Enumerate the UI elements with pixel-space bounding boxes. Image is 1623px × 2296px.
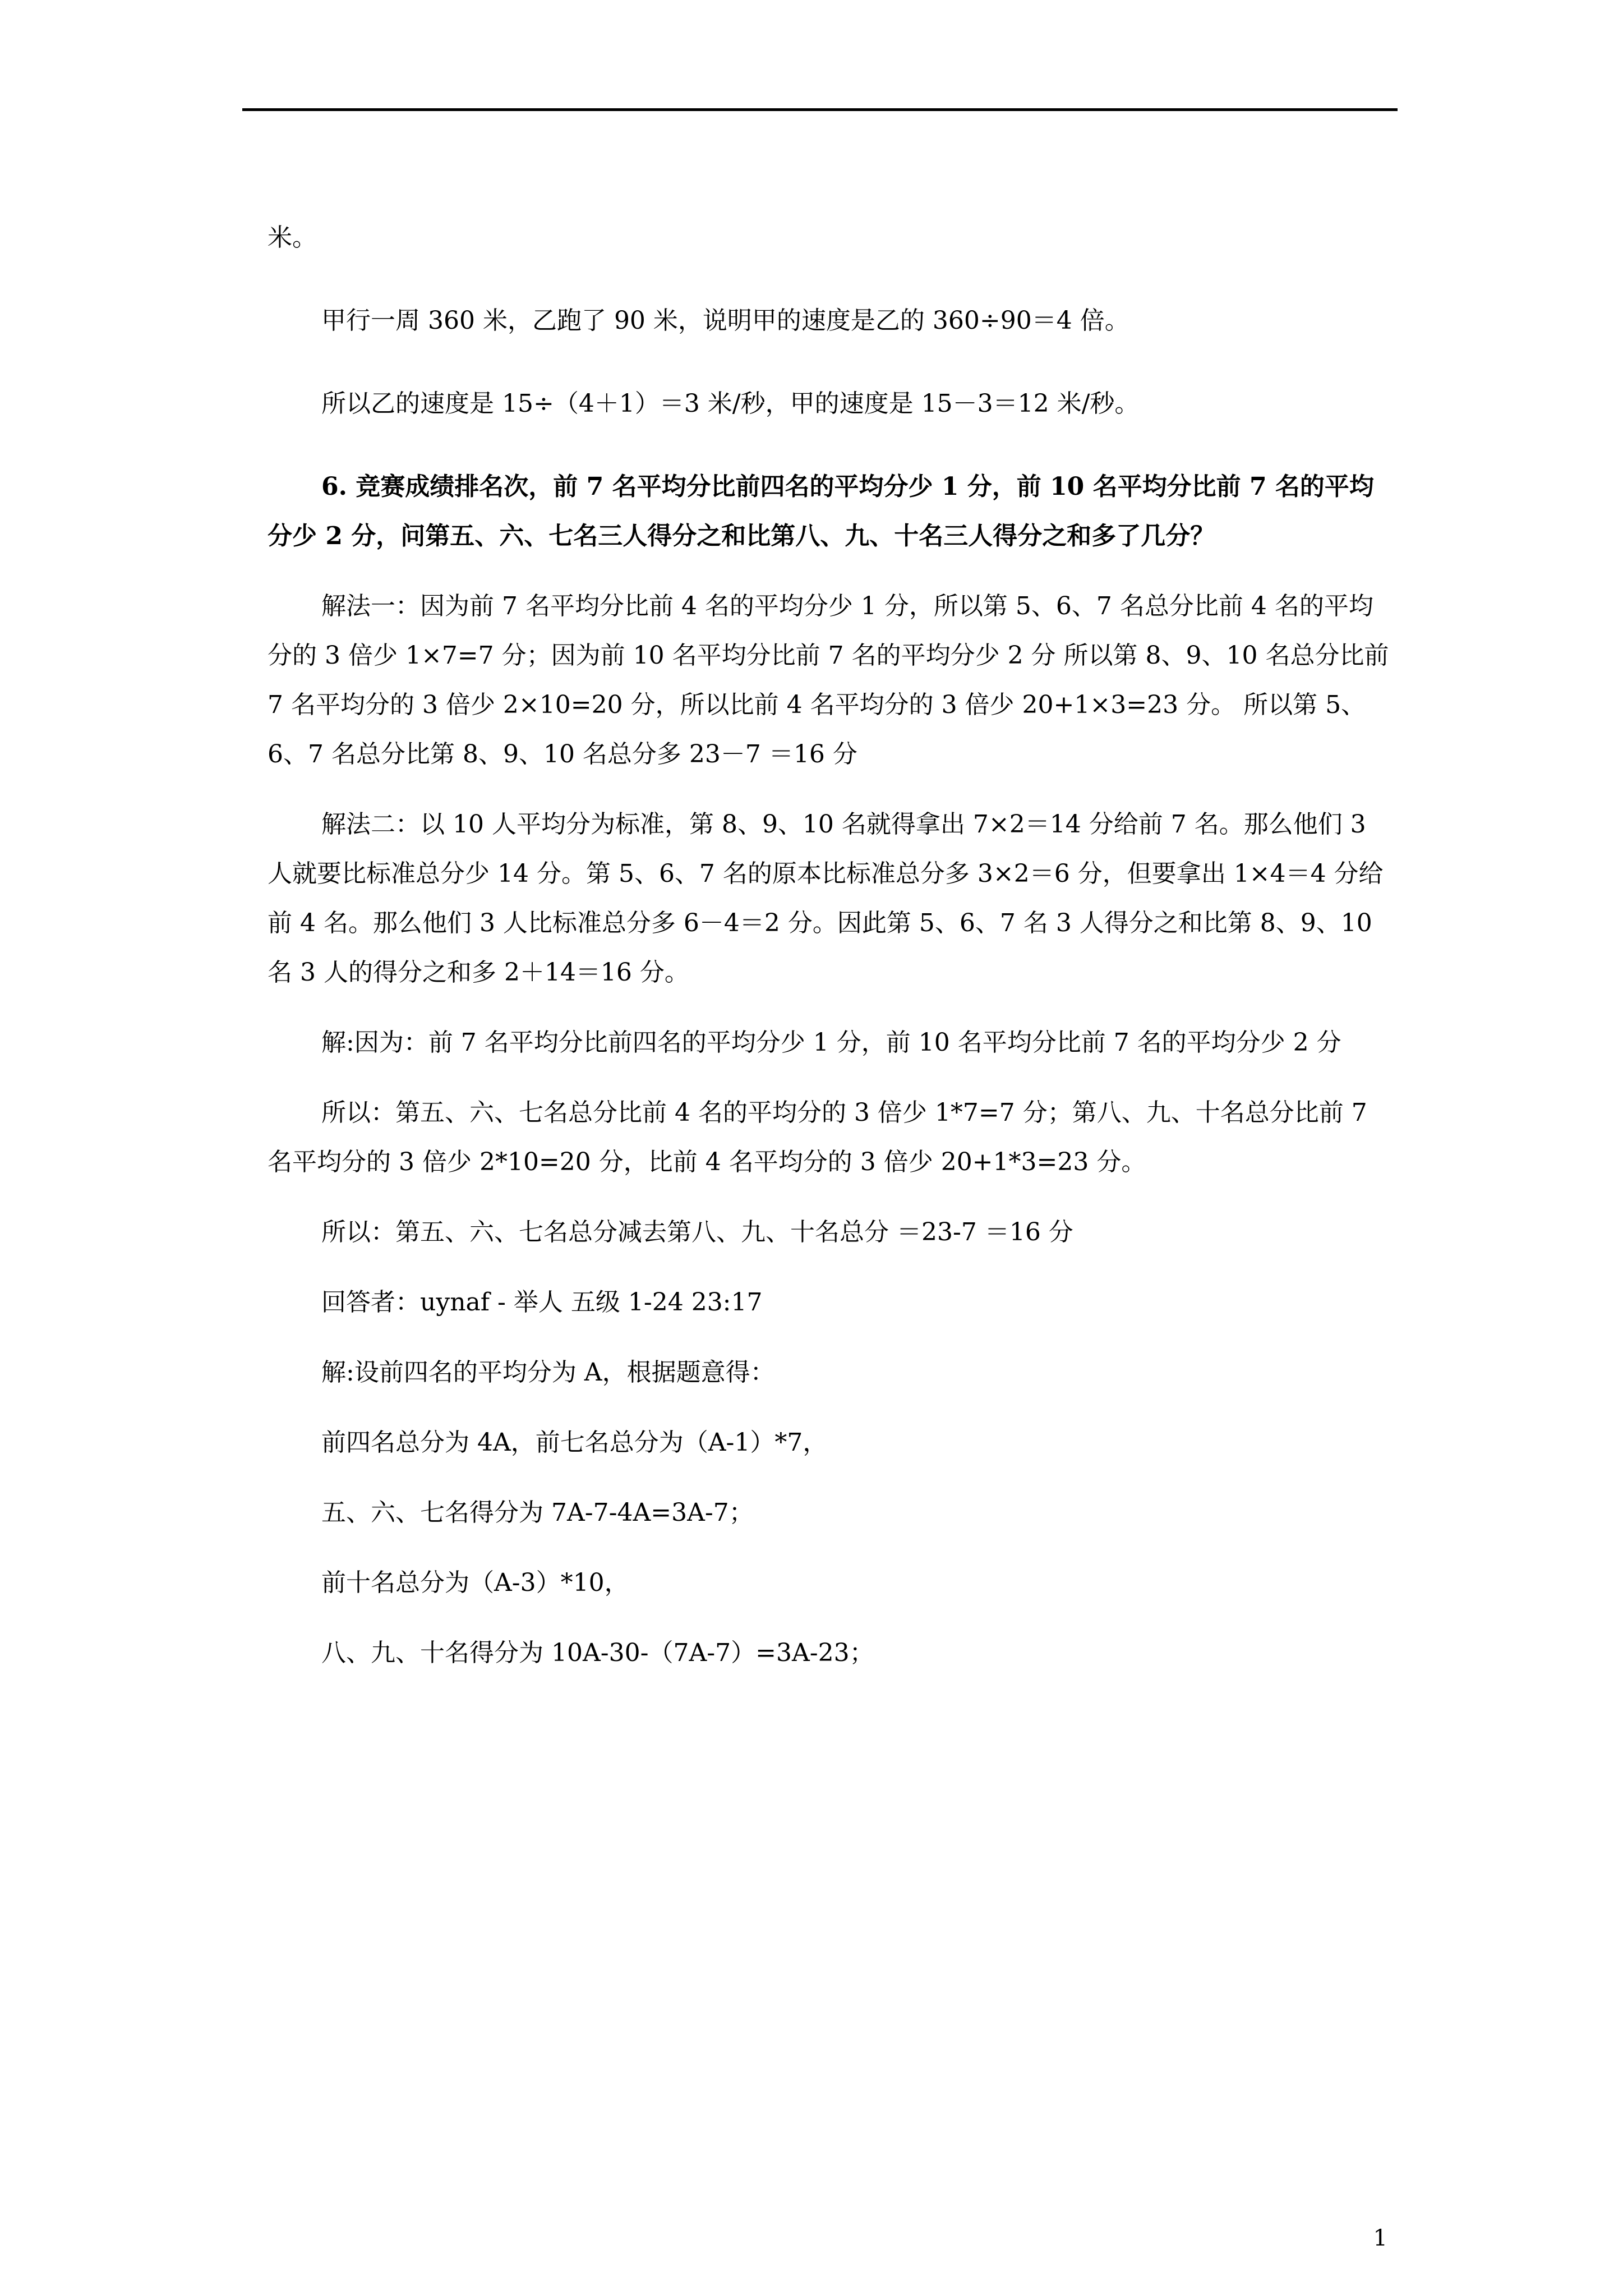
paragraph-speed-ratio: 甲行一周 360 米，乙跑了 90 米，说明甲的速度是乙的 360÷90＝4 倍。: [321, 306, 1129, 335]
solution-reason: 解:因为：前 7 名平均分比前四名的平均分少 1 分，前 10 名平均分比前 7 名的平均分少 2 分: [321, 1028, 1341, 1057]
header-rule: [242, 108, 1398, 111]
solution-algebra-step-4: 八、九、十名得分为 10A-30-（7A-7）=3A-23；: [321, 1639, 874, 1667]
paragraph-continuation: 米。: [268, 223, 317, 252]
question-6: 6. 竞赛成绩排名次，前 7 名平均分比前四名的平均分少 1 分，前 10 名平均分比前 7 名的平均分少 2 分，问第五、六、七名三人得分之和比第八、九、十名三人得分之和多了几分？: [268, 472, 1374, 550]
solution-algebra-intro: 解:设前四名的平均分为 A，根据题意得：: [321, 1358, 775, 1387]
solution-method-1: 解法一：因为前 7 名平均分比前 4 名的平均分少 1 分，所以第 5、6、7 名总分比前 4 名的平均分的 3 倍少 1×7=7 分；因为前 10 名平均分比前 7 名的平均分少 2 分 所以第 8、9、10 名总分比前 7 名平均分的 3 倍少 2×10=20 分，所以比前 4 名平均分的 3 倍少 20+1×3=23 分。 所以第 5、6、7 名总分比第 8、9、10 名总分多 23－7 ＝16 分: [268, 592, 1389, 769]
solution-algebra-step-1: 前四名总分为 4A，前七名总分为（A-1）*7，: [321, 1428, 828, 1457]
paragraph-speed-result: 所以乙的速度是 15÷（4＋1）＝3 米/秒，甲的速度是 15－3＝12 米/秒。: [321, 389, 1140, 418]
solution-conclusion: 所以：第五、六、七名总分减去第八、九、十名总分 ＝23-7 ＝16 分: [321, 1218, 1073, 1246]
solution-method-2: 解法二：以 10 人平均分为标准，第 8、9、10 名就得拿出 7×2＝14 分给前 7 名。那么他们 3 人就要比标准总分少 14 分。第 5、6、7 名的原本比标准总分多 3×2＝6 分，但要拿出 1×4＝4 分给前 4 名。那么他们 3 人比标准总分多 6－4＝2 分。因此第 5、6、7 名 3 人得分之和比第 8、9、10 名 3 人的得分之和多 2＋14＝16 分。: [268, 810, 1384, 987]
page-number: 1: [1373, 2225, 1387, 2251]
solution-therefore: 所以：第五、六、七名总分比前 4 名的平均分的 3 倍少 1*7=7 分；第八、九、十名总分比前 7 名平均分的 3 倍少 2*10=20 分，比前 4 名平均分的 3 倍少 20+1*3=23 分。: [268, 1098, 1367, 1176]
document-body: [268, 213, 1389, 1678]
solution-algebra-step-3: 前十名总分为（A-3）*10，: [321, 1568, 629, 1597]
solution-algebra-step-2: 五、六、七名得分为 7A-7-4A=3A-7；: [321, 1498, 754, 1527]
answerer-info: 回答者：uynaf - 举人 五级 1-24 23:17: [321, 1288, 763, 1317]
